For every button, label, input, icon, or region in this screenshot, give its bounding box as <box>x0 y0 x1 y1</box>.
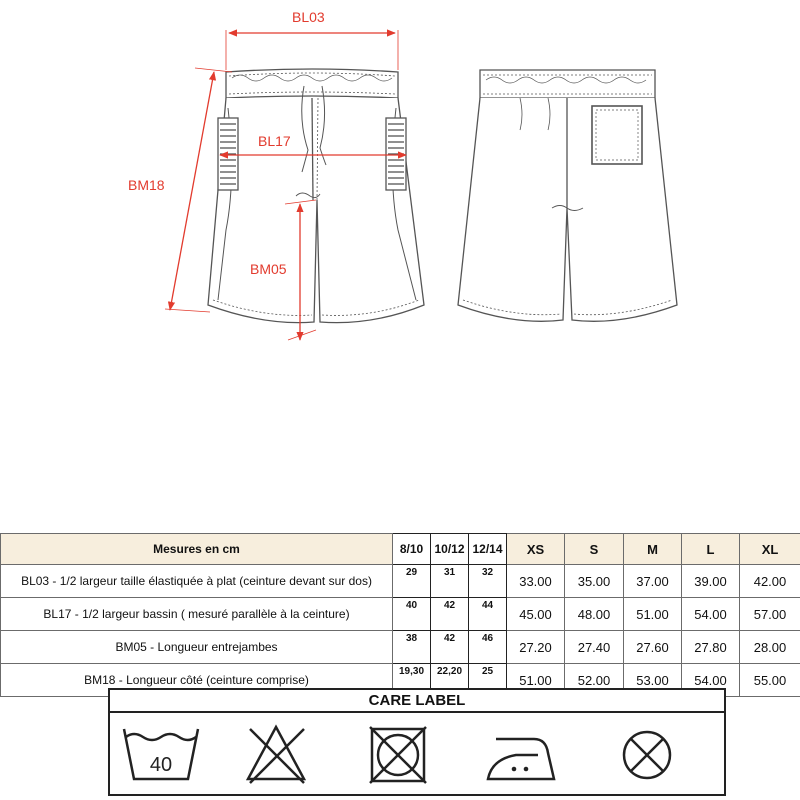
measurement-description: BL03 - 1/2 largeur taille élastiquée à plat (ceinture devant sur dos) <box>1 565 393 598</box>
bl17-label: BL17 <box>258 133 291 149</box>
technical-drawing <box>0 0 800 360</box>
kid-size-value: 22,20 <box>431 664 469 697</box>
kid-size-header: 8/10 <box>393 534 431 565</box>
kid-size-value: 29 <box>393 565 431 598</box>
bm18-label: BM18 <box>128 177 165 193</box>
size-value: 53.00 <box>624 664 682 697</box>
size-value: 54.00 <box>682 664 740 697</box>
size-value: 35.00 <box>565 565 624 598</box>
kid-size-value: 31 <box>431 565 469 598</box>
size-value: 45.00 <box>507 598 565 631</box>
measurements-header: Mesures en cm <box>1 534 393 565</box>
size-value: 51.00 <box>624 598 682 631</box>
size-value: 27.60 <box>624 631 682 664</box>
size-header: XL <box>740 534 800 565</box>
size-value: 27.20 <box>507 631 565 664</box>
size-header: XS <box>507 534 565 565</box>
size-header: M <box>624 534 682 565</box>
care-label-box <box>108 688 726 796</box>
size-value: 57.00 <box>740 598 800 631</box>
care-label-title: CARE LABEL <box>110 690 724 713</box>
iron-medium-icon <box>488 739 554 779</box>
size-value: 54.00 <box>682 598 740 631</box>
kid-size-value: 44 <box>469 598 507 631</box>
table-row <box>1 565 800 598</box>
wash-40-icon <box>124 729 198 779</box>
kid-size-value: 40 <box>393 598 431 631</box>
kid-size-value: 42 <box>431 598 469 631</box>
size-header: S <box>565 534 624 565</box>
size-value: 27.40 <box>565 631 624 664</box>
size-value: 52.00 <box>565 664 624 697</box>
kid-size-value: 42 <box>431 631 469 664</box>
size-value: 28.00 <box>740 631 800 664</box>
no-dry-clean-icon <box>624 732 670 778</box>
kid-size-value: 19,30 <box>393 664 431 697</box>
shorts-front-view <box>208 69 424 323</box>
size-value: 39.00 <box>682 565 740 598</box>
measurement-description: BL17 - 1/2 largeur bassin ( mesuré parallèle à la ceinture) <box>1 598 393 631</box>
size-value: 51.00 <box>507 664 565 697</box>
table-header-row <box>1 534 800 565</box>
table-row <box>1 631 800 664</box>
kid-size-value: 32 <box>469 565 507 598</box>
size-header: L <box>682 534 740 565</box>
measurement-description: BM18 - Longueur côté (ceinture comprise) <box>1 664 393 697</box>
bl03-label: BL03 <box>292 9 325 25</box>
size-value: 42.00 <box>740 565 800 598</box>
kid-size-header: 12/14 <box>469 534 507 565</box>
shorts-back-view <box>458 70 677 321</box>
measurement-description: BM05 - Longueur entrejambes <box>1 631 393 664</box>
kid-size-header: 10/12 <box>431 534 469 565</box>
kid-size-value: 38 <box>393 631 431 664</box>
kid-size-value: 25 <box>469 664 507 697</box>
no-tumble-dry-icon <box>370 727 426 783</box>
size-value: 27.80 <box>682 631 740 664</box>
table-row <box>1 598 800 631</box>
wash-temperature: 40 <box>149 754 173 776</box>
kid-size-value: 46 <box>469 631 507 664</box>
no-bleach-icon <box>248 727 304 783</box>
size-value: 37.00 <box>624 565 682 598</box>
size-value: 33.00 <box>507 565 565 598</box>
bm05-label: BM05 <box>250 261 287 277</box>
size-table <box>0 533 800 697</box>
size-value: 48.00 <box>565 598 624 631</box>
size-value: 55.00 <box>740 664 800 697</box>
care-icons <box>110 713 724 794</box>
